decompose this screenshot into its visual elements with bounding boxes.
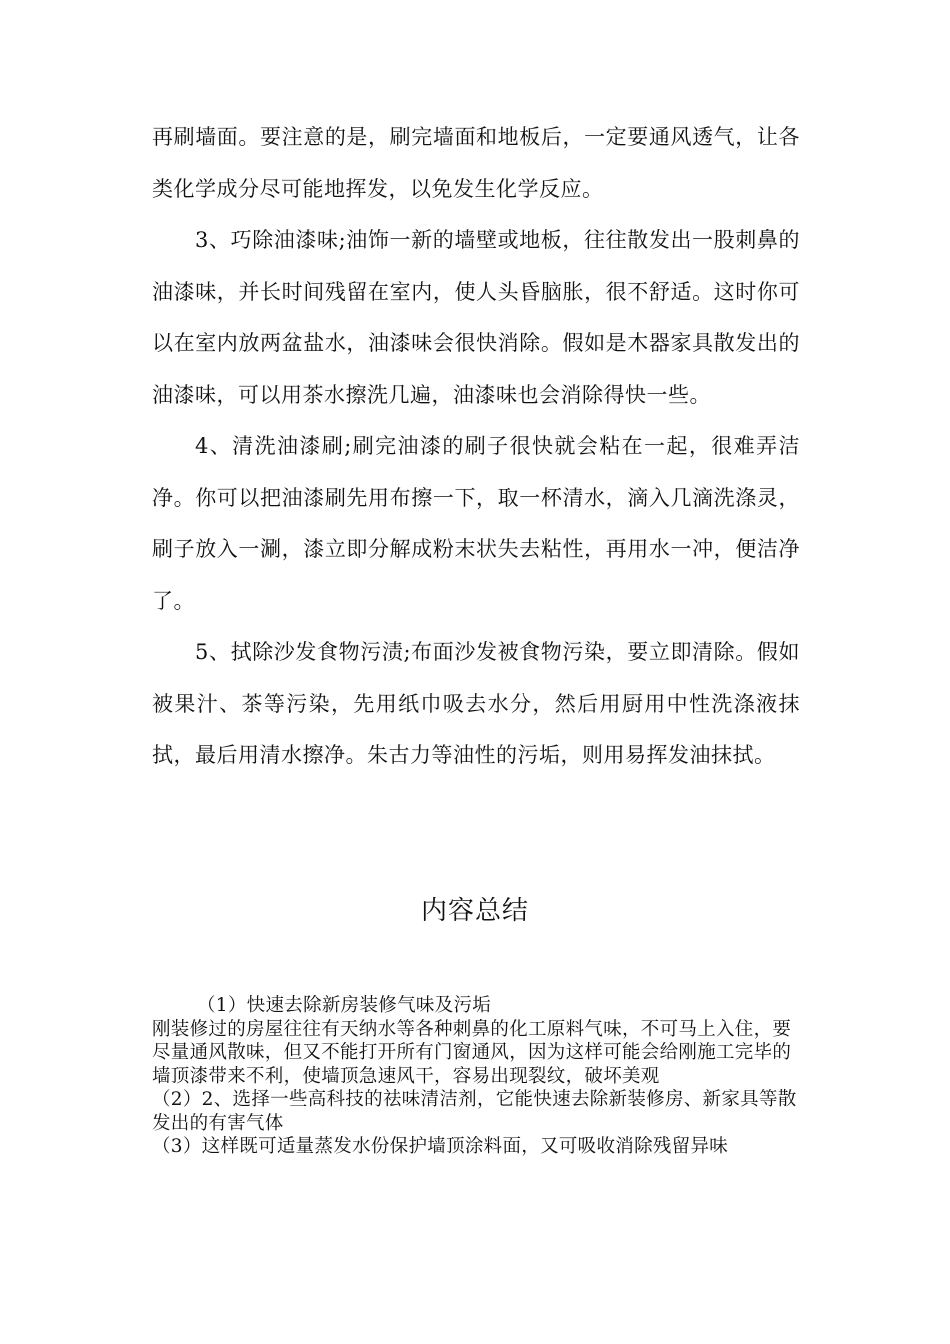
summary-title: 内容总结 xyxy=(420,896,529,926)
summary-section xyxy=(152,994,800,1159)
summary-item-2: （2）2、选择一些高科技的祛味清洁剂，它能快速去除新装修房、新家具等散发出的有害气体 xyxy=(152,1089,797,1134)
paragraph-remove-paint-smell: 3、巧除油漆味;油饰一新的墙壁或地板，往往散发出一股刺鼻的油漆味，并长时间残留在室内，使人头昏脑胀，很不舒适。这时你可以在室内放两盆盐水，油漆味会很快消除。假如是木器家具散发出的油漆味，可以用茶水擦洗几遍，油漆味也会消除得快一些。 xyxy=(152,228,800,407)
paragraph-clean-paint-brush: 4、清洗油漆刷;刷完油漆的刷子很快就会粘在一起，很难弄洁净。你可以把油漆刷先用布擦一下，取一杯清水，滴入几滴洗涤灵，刷子放入一涮，漆立即分解成粉末状失去粘性，再用水一冲，便洁净了。 xyxy=(152,434,800,613)
body-text xyxy=(152,112,800,782)
summary-item-3: （3）这样既可适量蒸发水份保护墙顶涂料面，又可吸收消除残留异味 xyxy=(152,1136,729,1157)
paragraph-sofa-stain: 5、拭除沙发食物污渍;布面沙发被食物污染，要立即清除。假如被果汁、茶等污染，先用纸巾吸去水分，然后用厨用中性洗涤液抹拭，最后用清水擦净。朱古力等油性的污垢，则用易挥发油抹拭。 xyxy=(152,640,800,767)
summary-item-1-heading: （1）快速去除新房装修气味及污垢 xyxy=(197,995,492,1016)
paragraph-continued: 再刷墙面。要注意的是，刷完墙面和地板后，一定要通风透气，让各类化学成分尽可能地挥发，以免发生化学反应。 xyxy=(152,125,800,201)
summary-item-1-text: 刚装修过的房屋往往有天纳水等各种刺鼻的化工原料气味，不可马上入住，要尽量通风散味，但又不能打开所有门窗通风，因为这样可能会给刚施工完毕的墙顶漆带来不利，使墙顶急速风干，容易出现裂纹，破坏美观 xyxy=(152,1018,792,1087)
